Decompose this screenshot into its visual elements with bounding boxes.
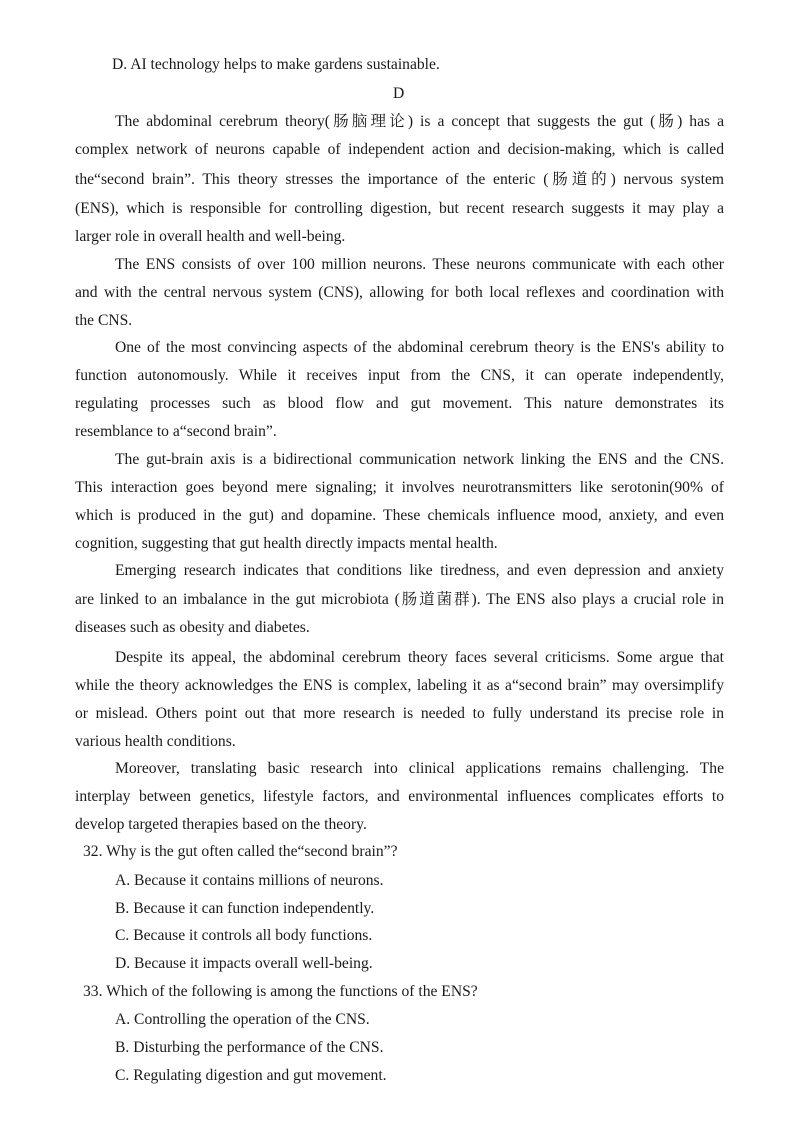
text-line: The abdominal cerebrum theory(肠脑理论) is a concept that suggests the gut (肠) has a xyxy=(115,113,724,130)
text-line: Moreover, translating basic research into clinical applications remains challenging. The xyxy=(115,760,724,777)
previous-question-option-d: D. AI technology helps to make gardens sustainable. xyxy=(112,56,440,73)
text-line: diseases such as obesity and diabetes. xyxy=(75,619,310,636)
text-line: The gut-brain axis is a bidirectional communication network linking the ENS and the CNS. xyxy=(115,451,724,468)
text-line: while the theory acknowledges the ENS is complex, labeling it as a“second brain” may oversimplify xyxy=(75,677,724,694)
text-line: resemblance to a“second brain”. xyxy=(75,423,277,440)
answer-option-c: C. Because it controls all body functions. xyxy=(115,927,373,944)
section-heading: D xyxy=(393,85,405,102)
question-stem: 32. Why is the gut often called the“second brain”? xyxy=(83,843,398,860)
text-line: interplay between genetics, lifestyle factors, and environmental influences complicates efforts to xyxy=(75,788,724,805)
text-line: regulating processes such as blood flow and gut movement. This nature demonstrates its xyxy=(75,395,724,412)
answer-option-b: B. Because it can function independently. xyxy=(115,900,375,917)
text-line: develop targeted therapies based on the theory. xyxy=(75,816,367,833)
text-line: The ENS consists of over 100 million neurons. These neurons communicate with each other xyxy=(115,256,724,273)
text-line: larger role in overall health and well-being. xyxy=(75,228,346,245)
text-line: or mislead. Others point out that more research is needed to fully understand its precise role in xyxy=(75,705,724,722)
text-line: function autonomously. While it receives input from the CNS, it can operate independently, xyxy=(75,367,724,384)
text-line: Emerging research indicates that conditions like tiredness, and even depression and anxiety xyxy=(115,562,724,579)
answer-option-a: A. Controlling the operation of the CNS. xyxy=(115,1011,370,1028)
text-line: complex network of neurons capable of independent action and decision-making, which is called xyxy=(75,141,724,158)
answer-option-d: D. Because it impacts overall well-being. xyxy=(115,955,373,972)
text-line: which is produced in the gut) and dopamine. These chemicals influence mood, anxiety, and even xyxy=(75,507,724,524)
text-line: One of the most convincing aspects of the abdominal cerebrum theory is the ENS's ability to xyxy=(115,339,724,356)
text-line: the CNS. xyxy=(75,312,133,329)
question-stem: 33. Which of the following is among the functions of the ENS? xyxy=(83,983,478,1000)
text-line: Despite its appeal, the abdominal cerebrum theory faces several criticisms. Some argue that xyxy=(115,649,724,666)
text-line: are linked to an imbalance in the gut microbiota (肠道菌群). The ENS also plays a crucial role in xyxy=(75,591,724,608)
answer-option-c: C. Regulating digestion and gut movement. xyxy=(115,1067,387,1084)
answer-option-b: B. Disturbing the performance of the CNS. xyxy=(115,1039,384,1056)
text-line: the“second brain”. This theory stresses the importance of the enteric (肠道的) nervous system xyxy=(75,171,724,188)
text-line: (ENS), which is responsible for controlling digestion, but recent research suggests it may play a xyxy=(75,200,724,217)
text-line: cognition, suggesting that gut health directly impacts mental health. xyxy=(75,535,498,552)
text-line: various health conditions. xyxy=(75,733,236,750)
text-line: This interaction goes beyond mere signaling; it involves neurotransmitters like serotonin(90% of xyxy=(75,479,724,496)
text-line: and with the central nervous system (CNS), allowing for both local reflexes and coordination with xyxy=(75,284,724,301)
answer-option-a: A. Because it contains millions of neurons. xyxy=(115,872,384,889)
